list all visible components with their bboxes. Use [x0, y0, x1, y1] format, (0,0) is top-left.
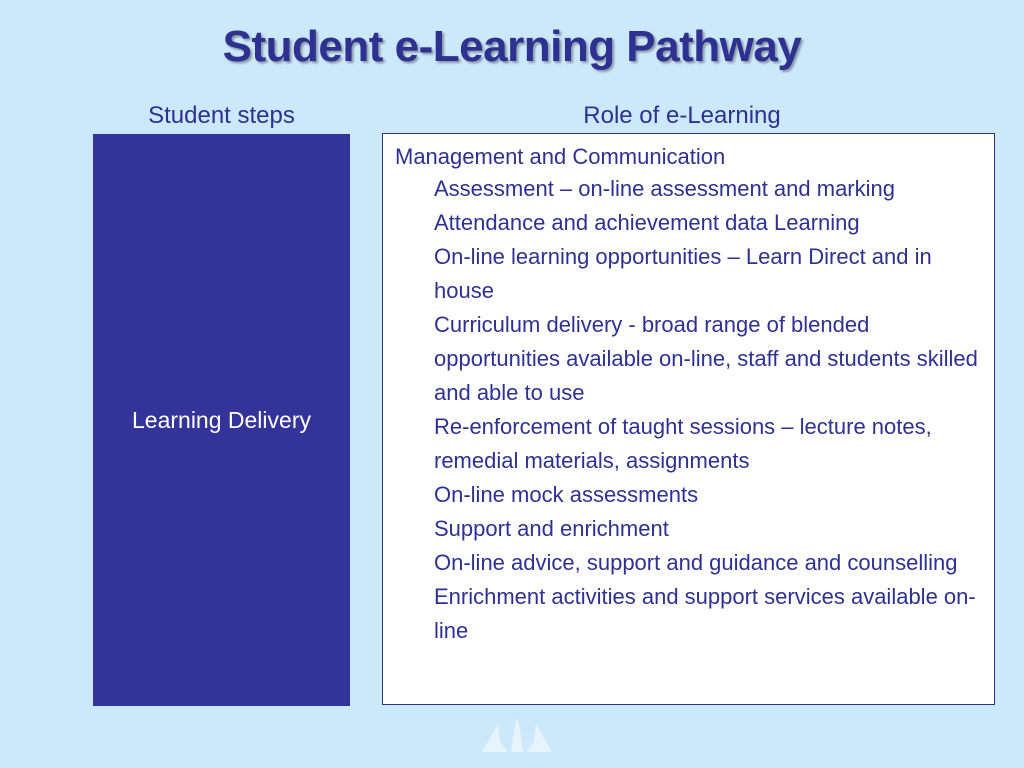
- role-box: [382, 133, 995, 705]
- student-step-label: Learning Delivery: [132, 406, 311, 433]
- page-title: Student e-Learning Pathway: [222, 22, 802, 71]
- role-item: Support and enrichment: [434, 516, 669, 541]
- column-header-role-of-e-learning: Role of e-Learning: [583, 102, 781, 129]
- role-item: On-line advice, support and guidance and counselling: [434, 550, 958, 575]
- role-item: Curriculum delivery - broad range of blended opportunities available on-line, staff and students skilled and able to use: [434, 312, 978, 405]
- column-header-student-steps: Student steps: [148, 102, 295, 129]
- logo-watermark-icon: [478, 712, 556, 754]
- student-step-box: [93, 134, 350, 706]
- role-item: Enrichment activities and support services available on-line: [434, 584, 976, 643]
- role-group-title: Management and Communication: [395, 144, 726, 169]
- role-item: On-line learning opportunities – Learn Direct and in house: [434, 244, 932, 303]
- role-item: Re-enforcement of taught sessions – lecture notes, remedial materials, assignments: [434, 414, 932, 473]
- role-item: Assessment – on-line assessment and marking: [434, 176, 895, 201]
- role-item: On-line mock assessments: [434, 482, 699, 507]
- role-item: Attendance and achievement data Learning: [434, 210, 860, 235]
